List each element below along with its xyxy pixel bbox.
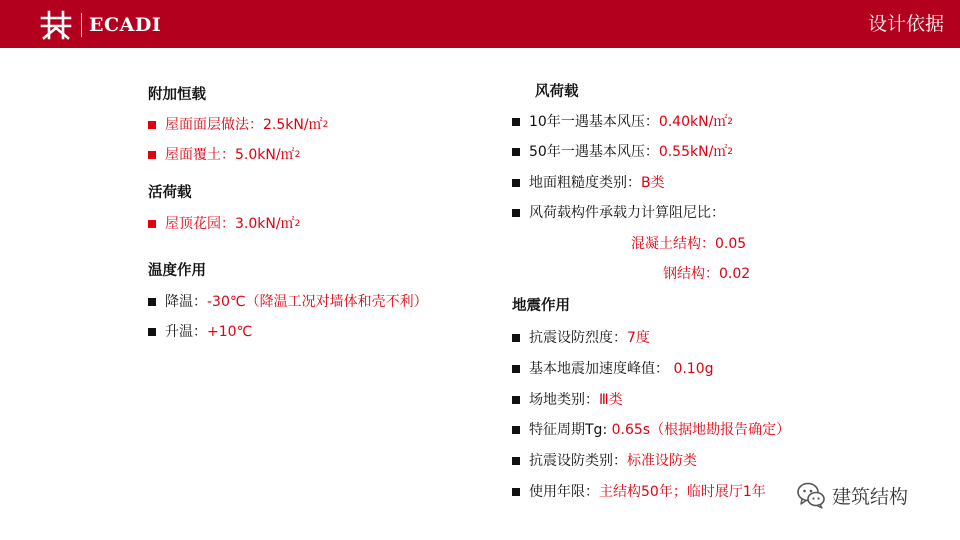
bullet-icon: [512, 426, 520, 434]
ecadi-logo-icon: [40, 10, 72, 40]
list-item: 屋面面层做法： 2.5kN/㎡ 2: [148, 116, 328, 134]
list-item: 地面粗糙度类别： B类: [512, 174, 665, 192]
list-item: 升温： +10℃: [148, 323, 252, 341]
list-item: 抗震设防烈度： 7度: [512, 329, 650, 347]
header-bar: [0, 0, 960, 48]
bullet-icon: [512, 457, 520, 465]
list-item: 场地类别： Ⅲ类: [512, 391, 623, 409]
bullet-icon: [148, 220, 156, 228]
list-item: 降温： -30℃（降温工况对墙体和壳不利）: [148, 293, 428, 311]
damping-steel: 钢结构：0.02: [663, 266, 751, 282]
list-item: 基本地震加速度峰值： 0.10g: [512, 360, 714, 378]
list-item: 屋顶花园： 3.0kN/㎡ 2: [148, 215, 300, 233]
bullet-icon: [512, 148, 520, 156]
bullet-icon: [148, 328, 156, 336]
bullet-icon: [512, 118, 520, 126]
seismic-heading: 地震作用: [512, 298, 570, 314]
bullet-icon: [512, 365, 520, 373]
watermark: [796, 480, 908, 510]
wechat-icon: [796, 480, 826, 510]
list-item: 抗震设防类别： 标准设防类: [512, 452, 697, 470]
logo-divider: [81, 13, 82, 37]
brand-name: ECADI: [89, 14, 162, 36]
watermark-text: 建筑结构: [832, 485, 909, 508]
list-item: 10年一遇基本风压： 0.40kN/㎡ 2: [512, 113, 733, 131]
list-item: 50年一遇基本风压： 0.55kN/㎡ 2: [512, 143, 733, 161]
bullet-icon: [512, 488, 520, 496]
temperature-heading: 温度作用: [148, 263, 206, 279]
bullet-icon: [512, 179, 520, 187]
list-item: 风荷载构件承载力计算阻尼比：: [512, 204, 725, 222]
list-item: 特征周期Tg: 0.65s（根据地勘报告确定）: [512, 421, 790, 439]
bullet-icon: [512, 209, 520, 217]
bullet-icon: [148, 121, 156, 129]
bullet-icon: [148, 151, 156, 159]
wind-load-heading: 风荷载: [535, 84, 579, 100]
list-item: 使用年限： 主结构50年；临时展厅1年: [512, 483, 766, 501]
damping-concrete: 混凝土结构：0.05: [631, 236, 747, 252]
bullet-icon: [148, 298, 156, 306]
live-load-heading: 活荷载: [148, 185, 192, 201]
list-item: 屋面覆土： 5.0kN/㎡ 2: [148, 146, 300, 164]
page-title: 设计依据: [867, 13, 944, 35]
dead-load-heading: 附加恒载: [148, 87, 206, 103]
bullet-icon: [512, 334, 520, 342]
bullet-icon: [512, 396, 520, 404]
